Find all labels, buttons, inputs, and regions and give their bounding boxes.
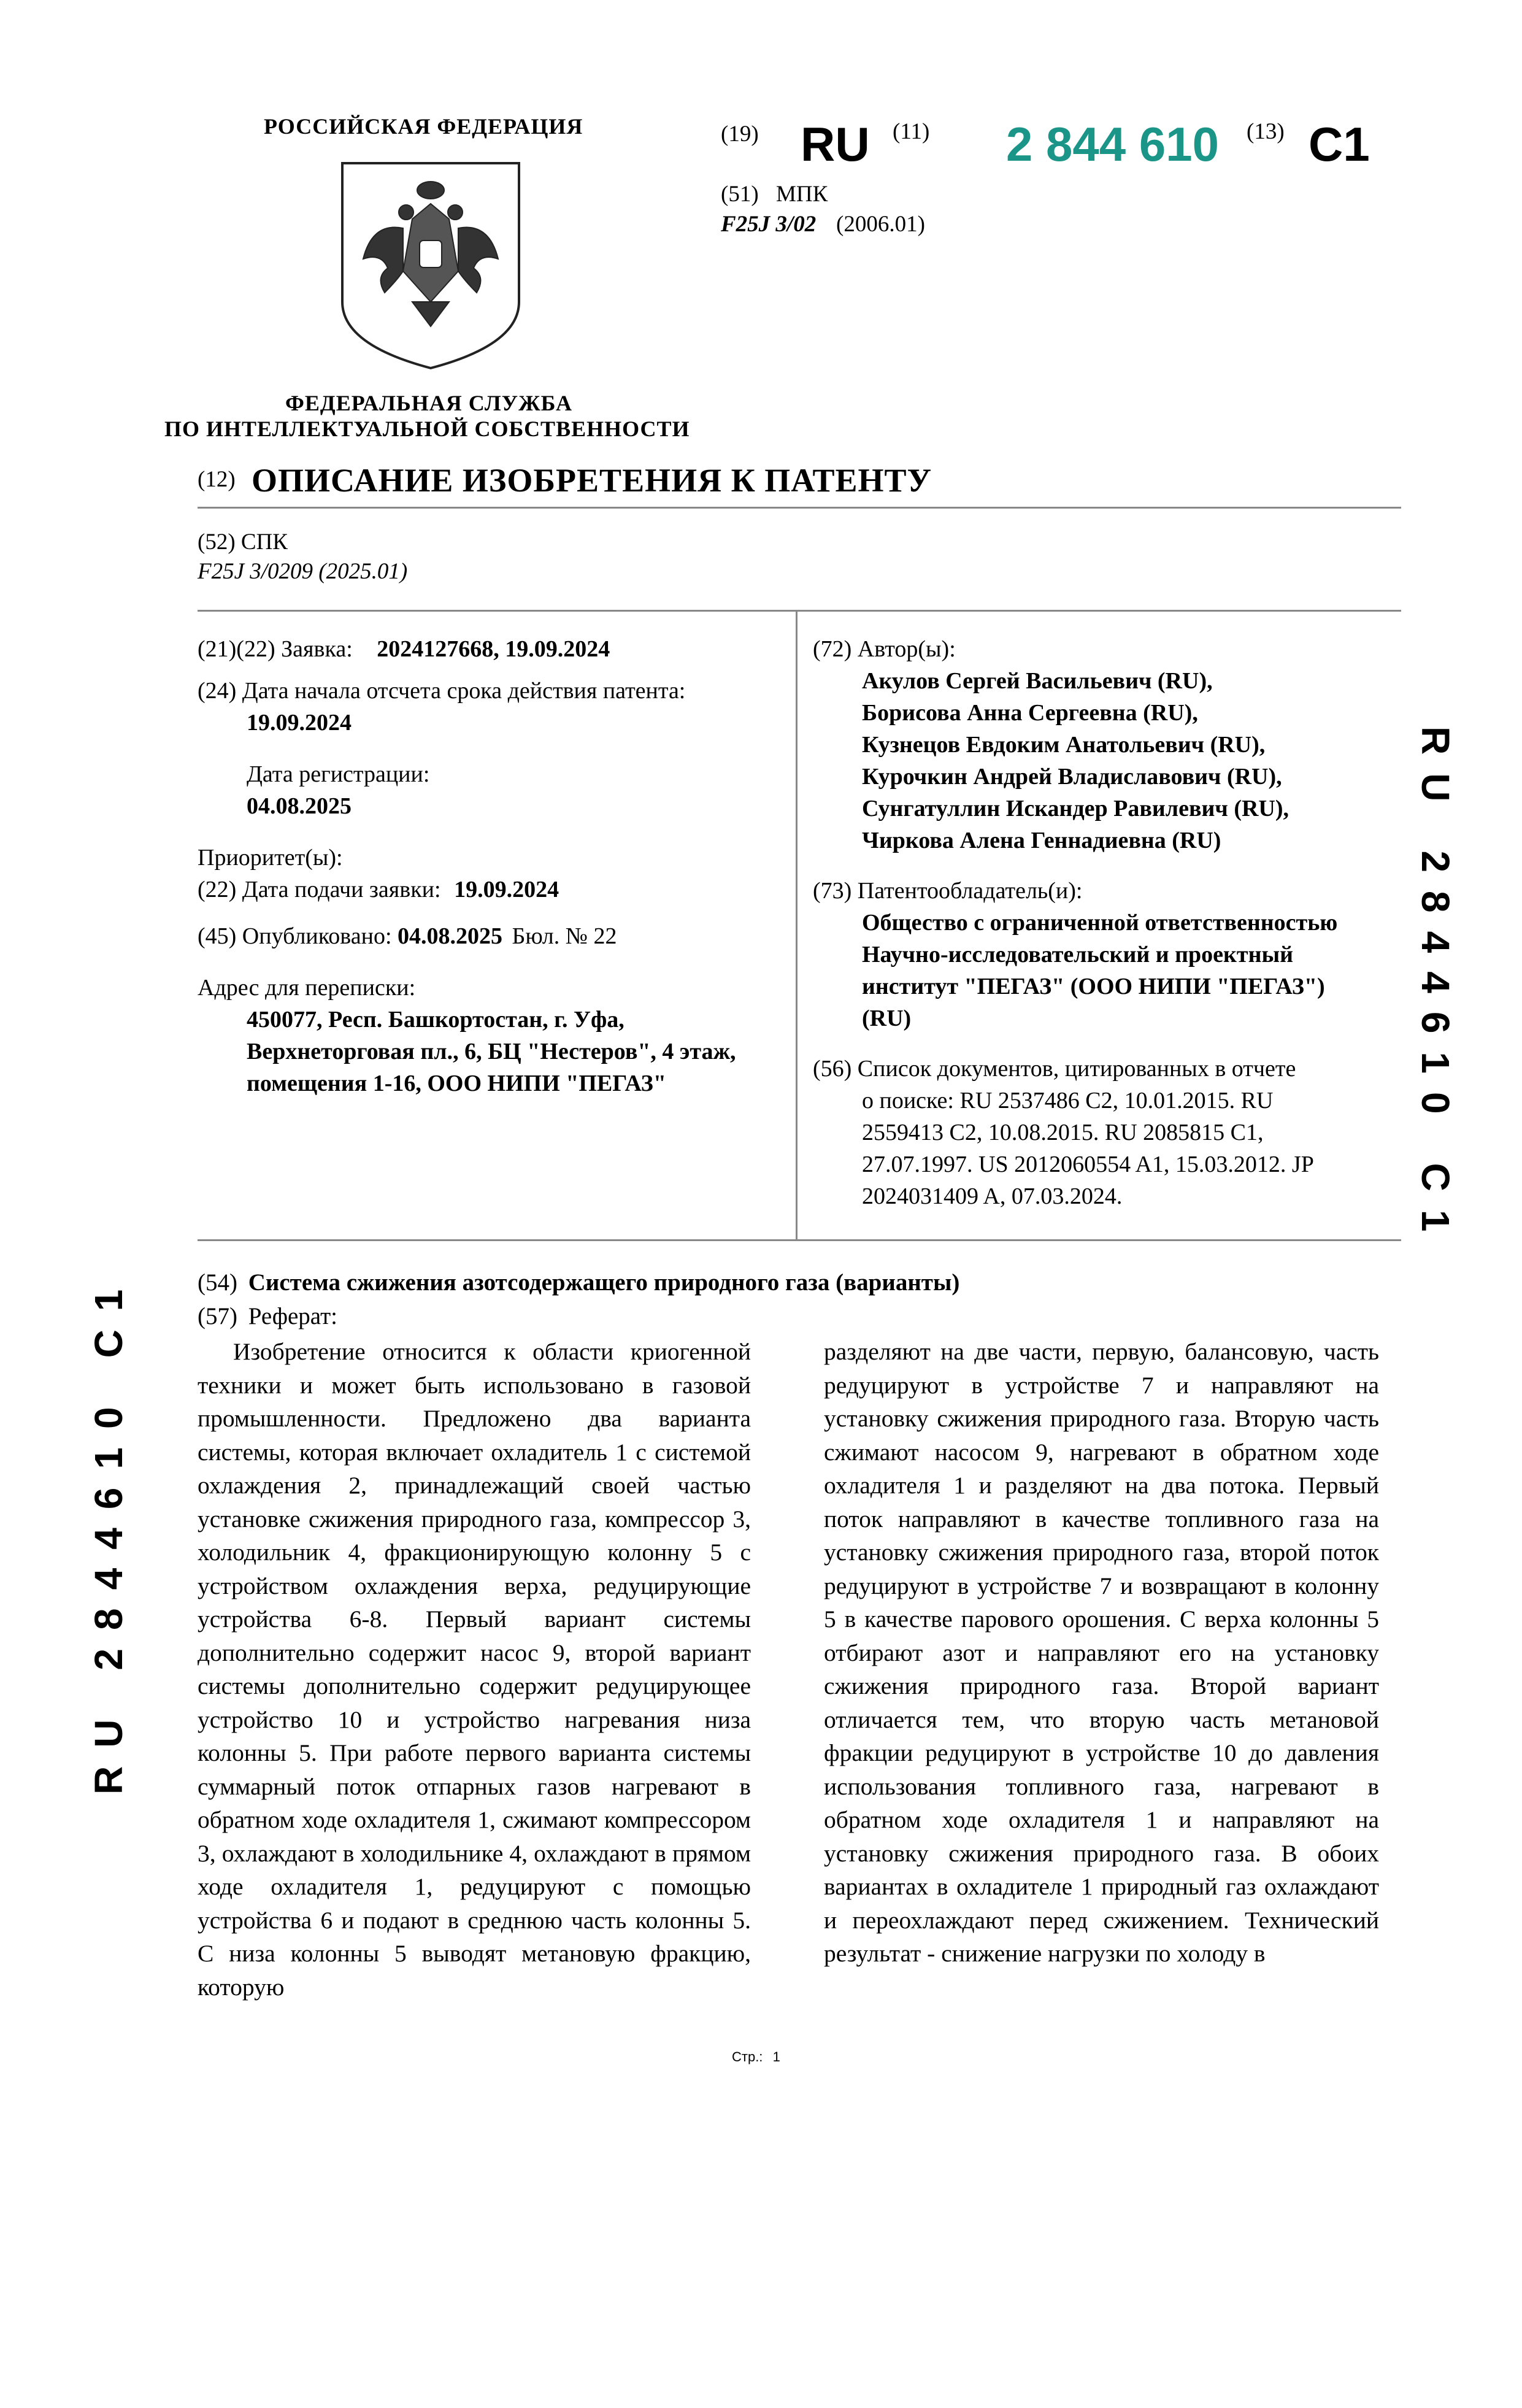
side-label-right <box>1408 726 1469 1340</box>
abstract-label-row <box>198 1302 337 1330</box>
ipc-class: F25J 3/02 <box>721 212 817 237</box>
author: Кузнецов Евдоким Анатольевич (RU), <box>862 732 1266 758</box>
patent-number: 2 844 610 <box>1006 117 1220 171</box>
published-value: 04.08.2025 <box>398 923 503 949</box>
divider-cpc <box>198 610 1401 612</box>
cpc-value: F25J 3/0209 (2025.01) <box>198 559 408 584</box>
holder-line: (RU) <box>862 1006 912 1031</box>
side-label-left <box>86 1271 147 2408</box>
holder-line: Общество с ограниченной ответственностью <box>862 910 1338 936</box>
side-left-ru: RU <box>86 1701 131 1794</box>
address-line: 450077, Респ. Башкортостан, г. Уфа, <box>247 1007 625 1033</box>
biblio-left <box>198 633 793 1099</box>
divider-biblio-bottom <box>198 1239 1401 1241</box>
code-19: (19) <box>721 121 759 147</box>
term-start-value: 19.09.2024 <box>247 710 352 736</box>
application-label: (21)(22) Заявка: <box>198 636 353 662</box>
published-label: (45) Опубликовано: <box>198 923 392 949</box>
registration-value: 04.08.2025 <box>247 793 352 819</box>
abstract-text-right: разделяют на две части, первую, балансовую, часть редуцируют в устройстве 7 и направляют на установку сжижения природного газа. Вторую часть сжимают насосом 9, нагревают в обратном ходе охладителя 1 и разделяют на два потока. Первый поток направляют в качестве топливного газа на установку сжижения природного газа, второй поток редуцируют в устройстве 7 и возвращают в колонну 5 в качестве парового орошения. С верха колонны 5 отбирают азот и направляют его на установку сжижения природного газа. Второй вариант отличается тем, что вторую часть метановой фракции редуцируют в устройстве 10 до давления использования топливного газа, нагревают в обратном ходе охладителя 1 и направляют на установку сжижения природного газа. В обоих вариантах в охладителе 1 природный газ охлаждают и переохлаждают перед сжижением. Технический результат - снижение нагрузки по холоду в <box>824 1338 1379 1967</box>
registration-label: Дата регистрации: <box>247 761 430 787</box>
address-line: Верхнеторговая пл., 6, БЦ "Нестеров", 4 этаж, <box>247 1039 736 1064</box>
bulletin: Бюл. № 22 <box>512 923 617 949</box>
patent-kind: C1 <box>1309 117 1370 171</box>
country-name: РОССИЙСКАЯ ФЕДЕРАЦИЯ <box>264 114 583 139</box>
agency-line-1: ФЕДЕРАЛЬНАЯ СЛУЖБА <box>285 391 572 415</box>
author: Борисова Анна Сергеевна (RU), <box>862 700 1198 726</box>
invention-title: Система сжижения азотсодержащего природного газа (варианты) <box>248 1269 960 1296</box>
page-footer <box>732 2049 780 2065</box>
filing-row <box>198 874 793 906</box>
side-left-number: 2844610 <box>86 1388 131 1671</box>
side-left-kind: C1 <box>86 1271 131 1358</box>
side-right-ru: RU <box>1413 726 1458 820</box>
holder-line: институт "ПЕГАЗ" (ООО НИПИ "ПЕГАЗ") <box>862 974 1325 999</box>
citations-line: 27.07.1997. US 2012060554 A1, 15.03.2012. JP <box>862 1152 1314 1177</box>
address-label: Адрес для переписки: <box>198 975 416 1001</box>
coat-of-arms-icon <box>339 161 523 372</box>
term-start-label: (24) Дата начала отсчета срока действия патента: <box>198 678 686 704</box>
side-right-kind: C1 <box>1413 1163 1458 1250</box>
code-12: (12) <box>198 467 236 492</box>
country-code: RU <box>801 117 870 171</box>
citations-line: 2024031409 A, 07.03.2024. <box>862 1183 1123 1209</box>
citations-line: 2559413 C2, 10.08.2015. RU 2085815 C1, <box>862 1120 1264 1145</box>
citations-label: (56) Список документов, цитированных в отчете <box>813 1056 1296 1082</box>
author: Чиркова Алена Геннадиевна (RU) <box>862 828 1221 853</box>
invention-title-row <box>198 1269 959 1296</box>
holder-label: (73) Патентообладатель(и): <box>813 878 1083 904</box>
priority-label: Приоритет(ы): <box>198 845 343 871</box>
author: Акулов Сергей Васильевич (RU), <box>862 668 1213 694</box>
page-number: 1 <box>772 2049 780 2064</box>
published-row <box>198 920 793 952</box>
application-row <box>198 633 793 665</box>
emblem-shield-icon <box>339 161 523 372</box>
page-label: Стр.: <box>732 2049 763 2064</box>
agency-line-2: ПО ИНТЕЛЛЕКТУАЛЬНОЙ СОБСТВЕННОСТИ <box>164 417 690 441</box>
abstract-label: Реферат: <box>248 1303 337 1329</box>
ipc-label: МПК <box>776 182 828 207</box>
filing-value: 19.09.2024 <box>454 877 559 902</box>
abstract-left-column <box>198 1335 751 2004</box>
cpc-label: (52) СПК <box>198 529 288 555</box>
author: Сунгатуллин Искандер Равилевич (RU), <box>862 796 1289 821</box>
code-11: (11) <box>893 119 930 144</box>
biblio-right <box>813 633 1402 1212</box>
ipc-version: (2006.01) <box>836 212 925 237</box>
address-line: помещения 1-16, ООО НИПИ "ПЕГАЗ" <box>247 1071 666 1096</box>
code-57: (57) <box>198 1303 237 1329</box>
code-13: (13) <box>1247 119 1285 144</box>
holder-line: Научно-исследовательский и проектный <box>862 942 1294 967</box>
author: Курочкин Андрей Владиславович (RU), <box>862 764 1282 790</box>
divider-vertical <box>796 610 798 1241</box>
code-51: (51) <box>721 182 759 207</box>
abstract-right-column <box>824 1335 1379 1971</box>
side-right-number: 2844610 <box>1413 850 1458 1133</box>
document-title: ОПИСАНИЕ ИЗОБРЕТЕНИЯ К ПАТЕНТУ <box>252 462 932 499</box>
application-value: 2024127668, 19.09.2024 <box>377 636 610 662</box>
authors-label: (72) Автор(ы): <box>813 636 956 662</box>
filing-label: (22) Дата подачи заявки: <box>198 877 441 902</box>
divider-top <box>198 507 1401 509</box>
code-54: (54) <box>198 1269 237 1296</box>
citations-line: о поиске: RU 2537486 C2, 10.01.2015. RU <box>862 1088 1274 1114</box>
abstract-text-left: Изобретение относится к области криогенной техники и может быть использовано в газовой промышленности. Предложено два варианта системы, которая включает охладитель 1 с системой охлаждения 2, принадлежащий своей частью установке сжижения природного газа, компрессор 3, холодильник 4, фракционирующую колонну 5 с устройством охлаждения верха, редуцирующие устройства 6-8. Первый вариант системы дополнительно содержит насос 9, второй вариант системы дополнительно содержит редуцирующее устройство 10 и устройство нагревания низа колонны 5. При работе первого варианта системы суммарный поток отпарных газов нагревают в обратном ходе охладителя 1, сжимают компрессором 3, охлаждают в холодильнике 4, охлаждают в прямом ходе охладителя 1, редуцируют с помощью устройства 6 и подают в среднюю часть колонны 5. С низа колонны 5 выводят метановую фракцию, которую <box>198 1338 751 2001</box>
